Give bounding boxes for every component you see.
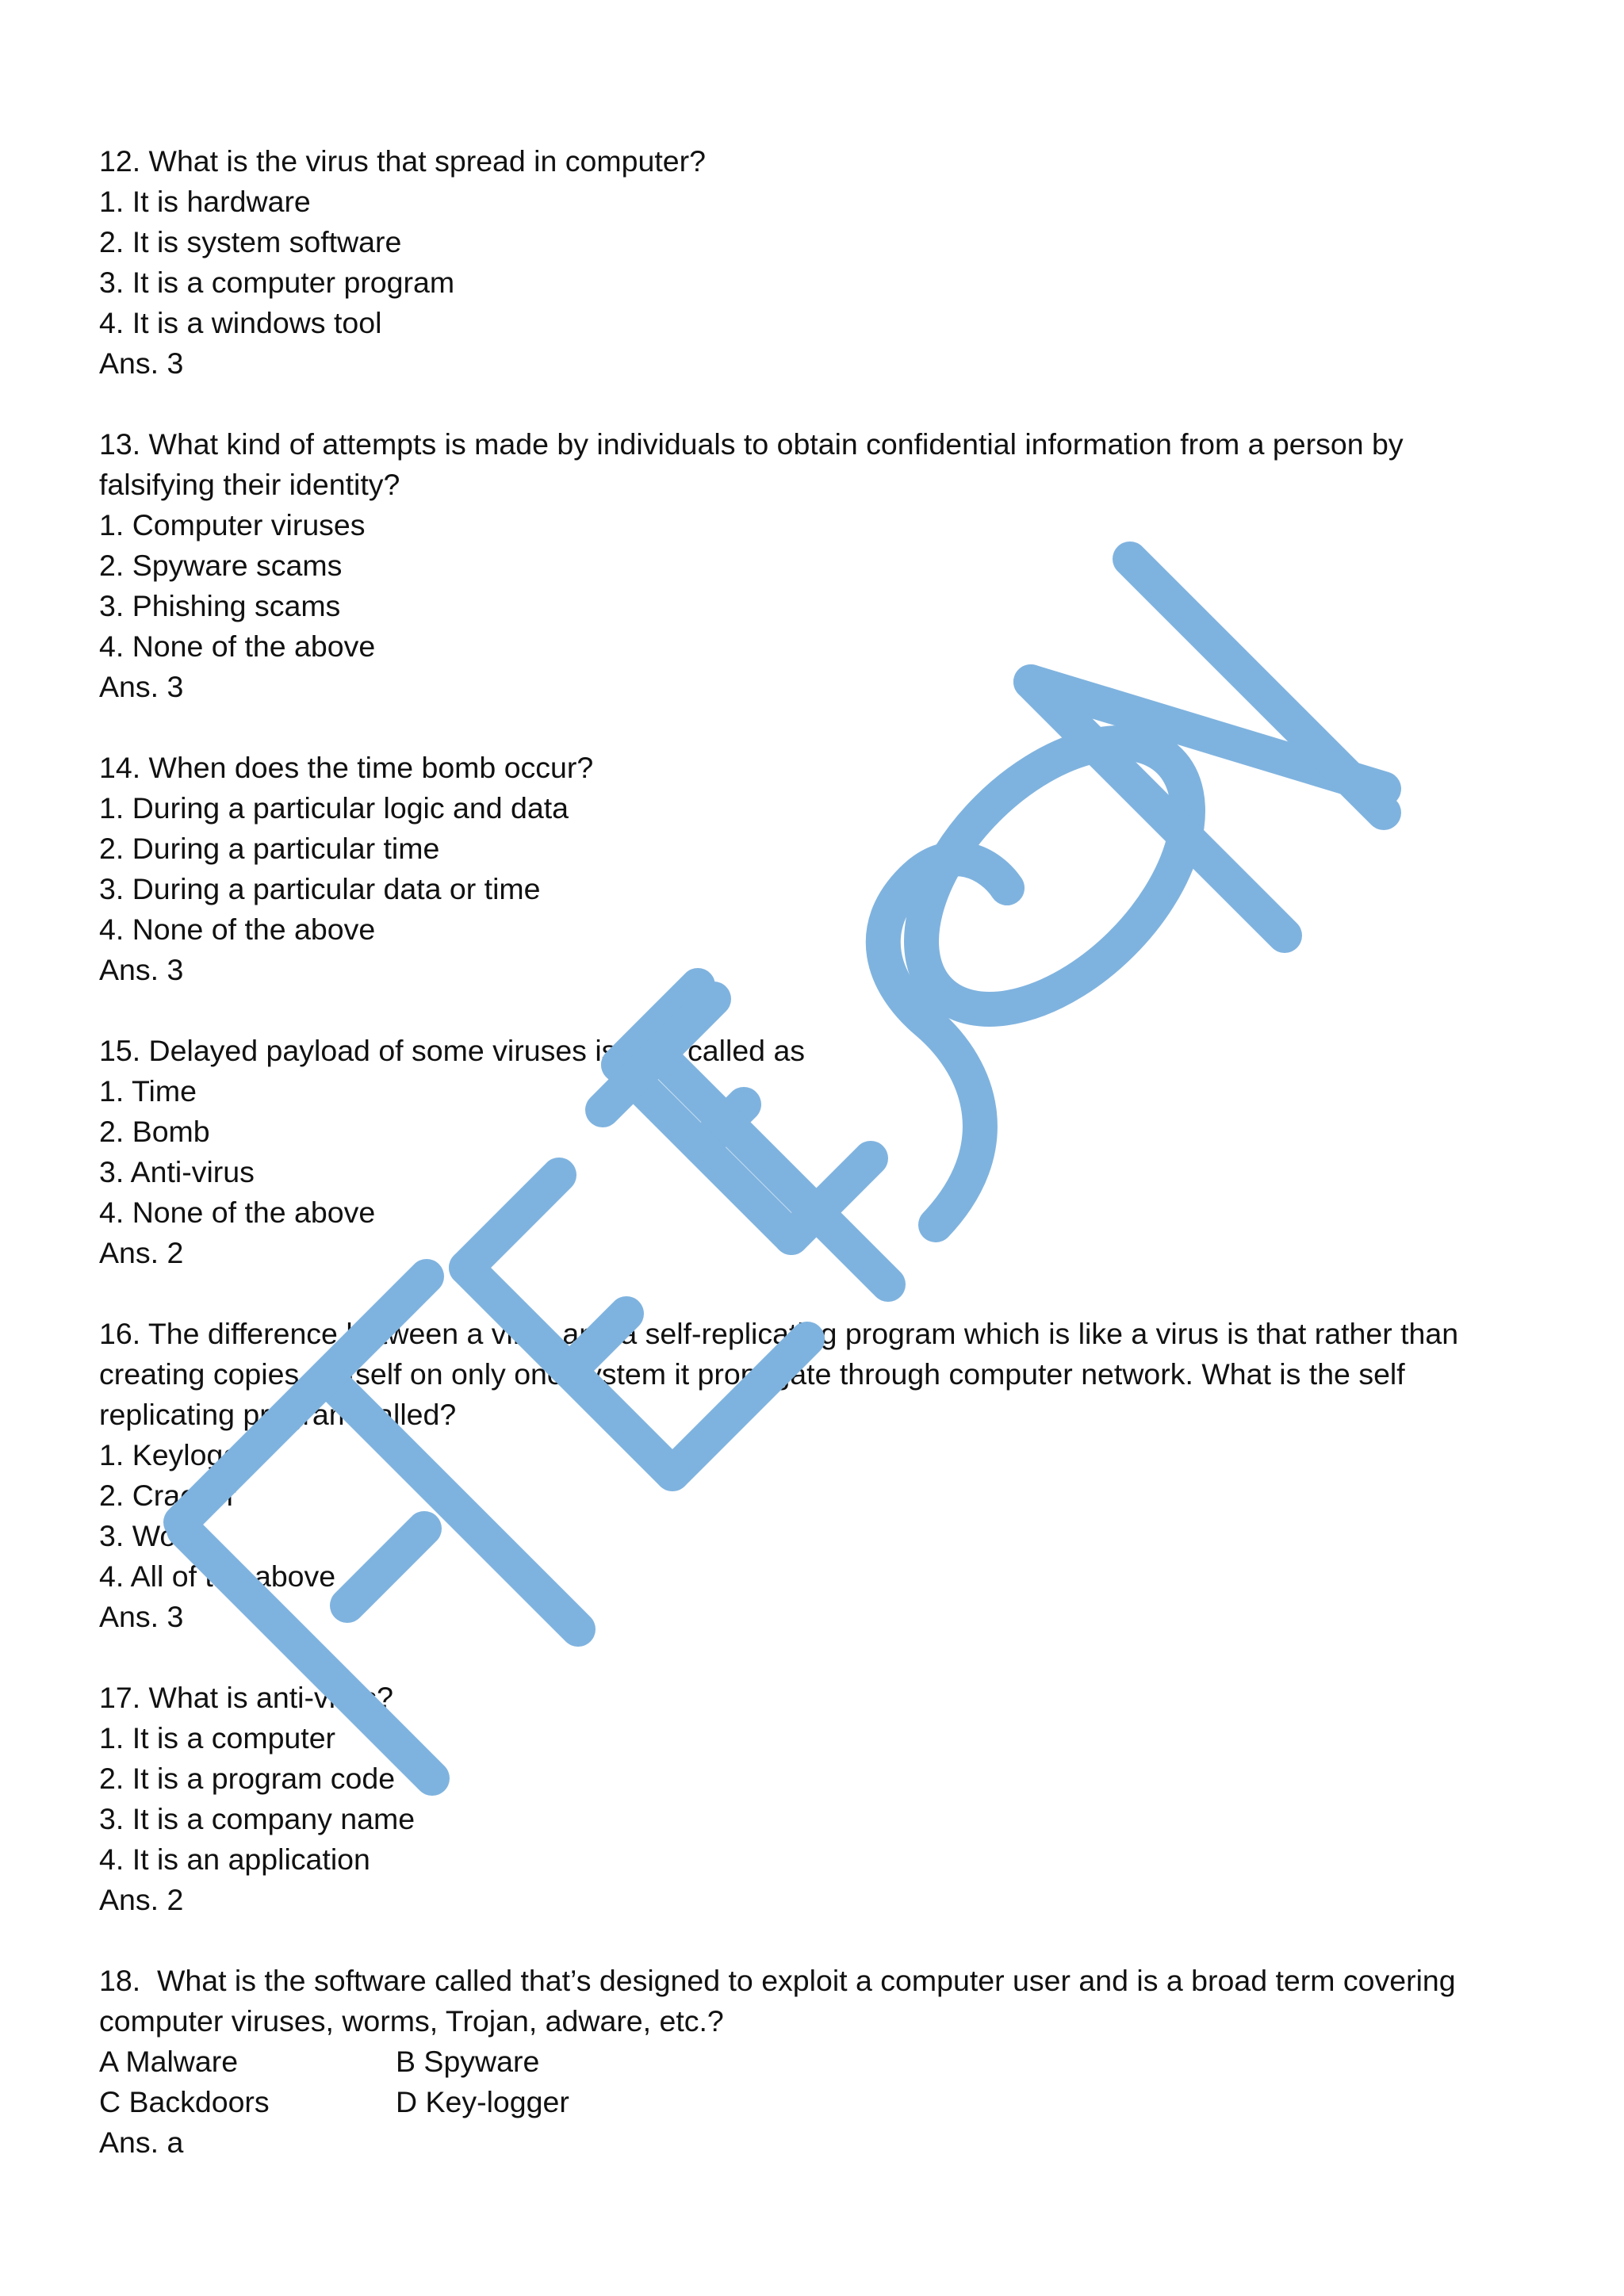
question-text: 13. What kind of attempts is made by individuals to obtain confidential information from a person by falsifying their identity? bbox=[99, 427, 1412, 501]
option-2: 2. Cracker bbox=[99, 1479, 236, 1512]
option-c: C Backdoors bbox=[99, 2085, 270, 2118]
option-4: 4. None of the above bbox=[99, 1196, 376, 1229]
question-text: 16. The difference between a virus and a self-replicating program which is like a virus is that rather than creating copies of itself on only one system it propagate through computer network. What is the self replicating program called? bbox=[99, 1317, 1467, 1431]
option-2: 2. Spyware scams bbox=[99, 549, 343, 582]
option-2: 2. Bomb bbox=[99, 1115, 210, 1148]
option-3: 3. It is a company name bbox=[99, 1802, 416, 1835]
question-text: 12. What is the virus that spread in computer? bbox=[99, 144, 706, 178]
option-1: 1. Time bbox=[99, 1074, 197, 1108]
question-text: 17. What is anti-virus? bbox=[99, 1681, 393, 1714]
question-list bbox=[99, 141, 1519, 2203]
option-3: 3. During a particular data or time bbox=[99, 872, 541, 905]
question-block-18 bbox=[99, 1961, 1519, 2163]
answer-text: Ans. 3 bbox=[99, 953, 184, 986]
answer-text: Ans. 3 bbox=[99, 346, 184, 380]
option-3: 3. Worm bbox=[99, 1519, 211, 1552]
option-2: 2. During a particular time bbox=[99, 832, 440, 865]
option-4: 4. It is a windows tool bbox=[99, 306, 382, 339]
option-1: 1. It is a computer bbox=[99, 1721, 336, 1755]
question-text: 18. What is the software called that’s designed to exploit a computer user and is a broad term covering computer viruses, worms, Trojan, adware, etc.? bbox=[99, 1964, 1465, 2038]
option-3: 3. Anti-virus bbox=[99, 1155, 255, 1188]
option-1: 1. Computer viruses bbox=[99, 508, 366, 541]
option-2: 2. It is a program code bbox=[99, 1762, 396, 1795]
option-grid bbox=[99, 2042, 1519, 2122]
answer-text: Ans. 3 bbox=[99, 1600, 184, 1633]
question-block-16 bbox=[99, 1314, 1519, 1637]
option-3: 3. Phishing scams bbox=[99, 589, 341, 622]
option-b: B Spyware bbox=[396, 2045, 540, 2078]
option-4: 4. It is an application bbox=[99, 1843, 370, 1876]
option-3: 3. It is a computer program bbox=[99, 266, 455, 299]
option-1: 1. Keylogger bbox=[99, 1438, 266, 1471]
question-block-17 bbox=[99, 1678, 1519, 1920]
option-1: 1. During a particular logic and data bbox=[99, 791, 569, 825]
answer-text: Ans. 2 bbox=[99, 1236, 184, 1269]
question-text: 14. When does the time bomb occur? bbox=[99, 751, 594, 784]
option-1: 1. It is hardware bbox=[99, 185, 311, 218]
question-text: 15. Delayed payload of some viruses is also called as bbox=[99, 1034, 806, 1067]
answer-text: Ans. 2 bbox=[99, 1883, 184, 1916]
question-block-14 bbox=[99, 748, 1519, 990]
question-block-12 bbox=[99, 141, 1519, 384]
answer-text: Ans. 3 bbox=[99, 670, 184, 703]
question-block-15 bbox=[99, 1031, 1519, 1273]
question-block-13 bbox=[99, 424, 1519, 707]
answer-text: Ans. a bbox=[99, 2126, 184, 2159]
option-4: 4. None of the above bbox=[99, 629, 376, 663]
option-a: A Malware bbox=[99, 2045, 239, 2078]
option-4: 4. None of the above bbox=[99, 913, 376, 946]
option-d: D Key-logger bbox=[396, 2085, 569, 2118]
option-2: 2. It is system software bbox=[99, 225, 402, 258]
option-4: 4. All of the above bbox=[99, 1559, 336, 1593]
